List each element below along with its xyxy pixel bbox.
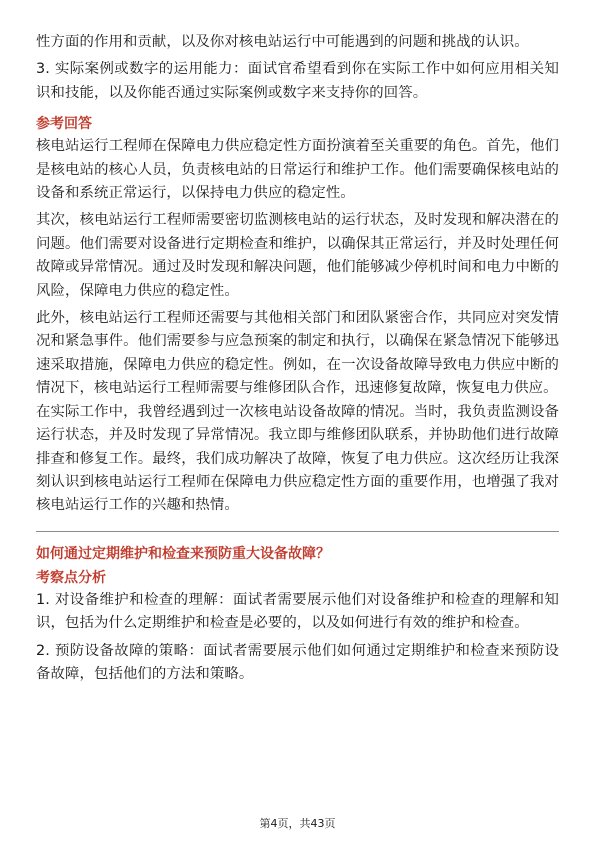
answer-paragraph: 在实际工作中，我曾经遇到过一次核电站设备故障的情况。当时，我负责监测设备运行状态，并及时发现了异常情况。我立即与维修团队联系，并协助他们进行故障排查和修复工作。最终，我们成功解决了故障，恢复了电力供应。这次经历让我深刻认识到核电站运行工程师在保障电力供应稳定性方面的重要作用，也增强了我对核电站运行工作的兴趣和热情。 [36, 403, 559, 514]
page-number: 第4页，共43页 [259, 817, 336, 830]
body-paragraph: 3. 实际案例或数字的运用能力：面试官希望看到你在实际工作中如何应用相关知识和技能，以及你能否通过实际案例或数字来支持你的回答。 [36, 61, 559, 101]
section-divider [36, 531, 559, 532]
analysis-heading: 考察点分析 [36, 569, 106, 586]
analysis-paragraph: 1. 对设备维护和检查的理解：面试者需要展示他们对设备维护和检查的理解和知识，包括为什么定期维护和检查是必要的，以及如何进行有效的维护和检查。 [36, 591, 559, 632]
answer-paragraph: 此外，核电站运行工程师还需要与其他相关部门和团队紧密合作，共同应对突发情况和紧急事件。他们需要参与应急预案的制定和执行，以确保在紧急情况下能够迅速采取措施，保障电力供应的稳定性。例如，在一次设备故障导致电力供应中断的情况下，核电站运行工程师需要与维修团队合作，迅速修复故障，恢复电力供应。 [36, 310, 559, 397]
answer-paragraph: 其次，核电站运行工程师需要密切监测核电站的运行状态，及时发现和解决潜在的问题。他们需要对设备进行定期检查和维护，以确保其正常运行，并及时处理任何故障或异常情况。通过及时发现和解决问题，他们能够减少停机时间和电力中断的风险，保障电力供应的稳定性。 [36, 212, 559, 299]
answer-paragraph: 核电站运行工程师在保障电力供应稳定性方面扮演着至关重要的角色。首先，他们是核电站的核心人员，负责核电站的日常运行和维护工作。他们需要确保核电站的设备和系统正常运行，以保持电力供应的稳定性。 [36, 138, 559, 202]
question-heading: 如何通过定期维护和检查来预防重大设备故障？ [36, 545, 330, 562]
analysis-paragraph: 2. 预防设备故障的策略：面试者需要展示他们如何通过定期维护和检查来预防设备故障，包括他们的方法和策略。 [36, 642, 559, 682]
answer-heading: 参考回答 [36, 116, 92, 133]
body-paragraph: 性方面的作用和贡献，以及你对核电站运行中可能遇到的问题和挑战的认识。 [36, 34, 529, 50]
